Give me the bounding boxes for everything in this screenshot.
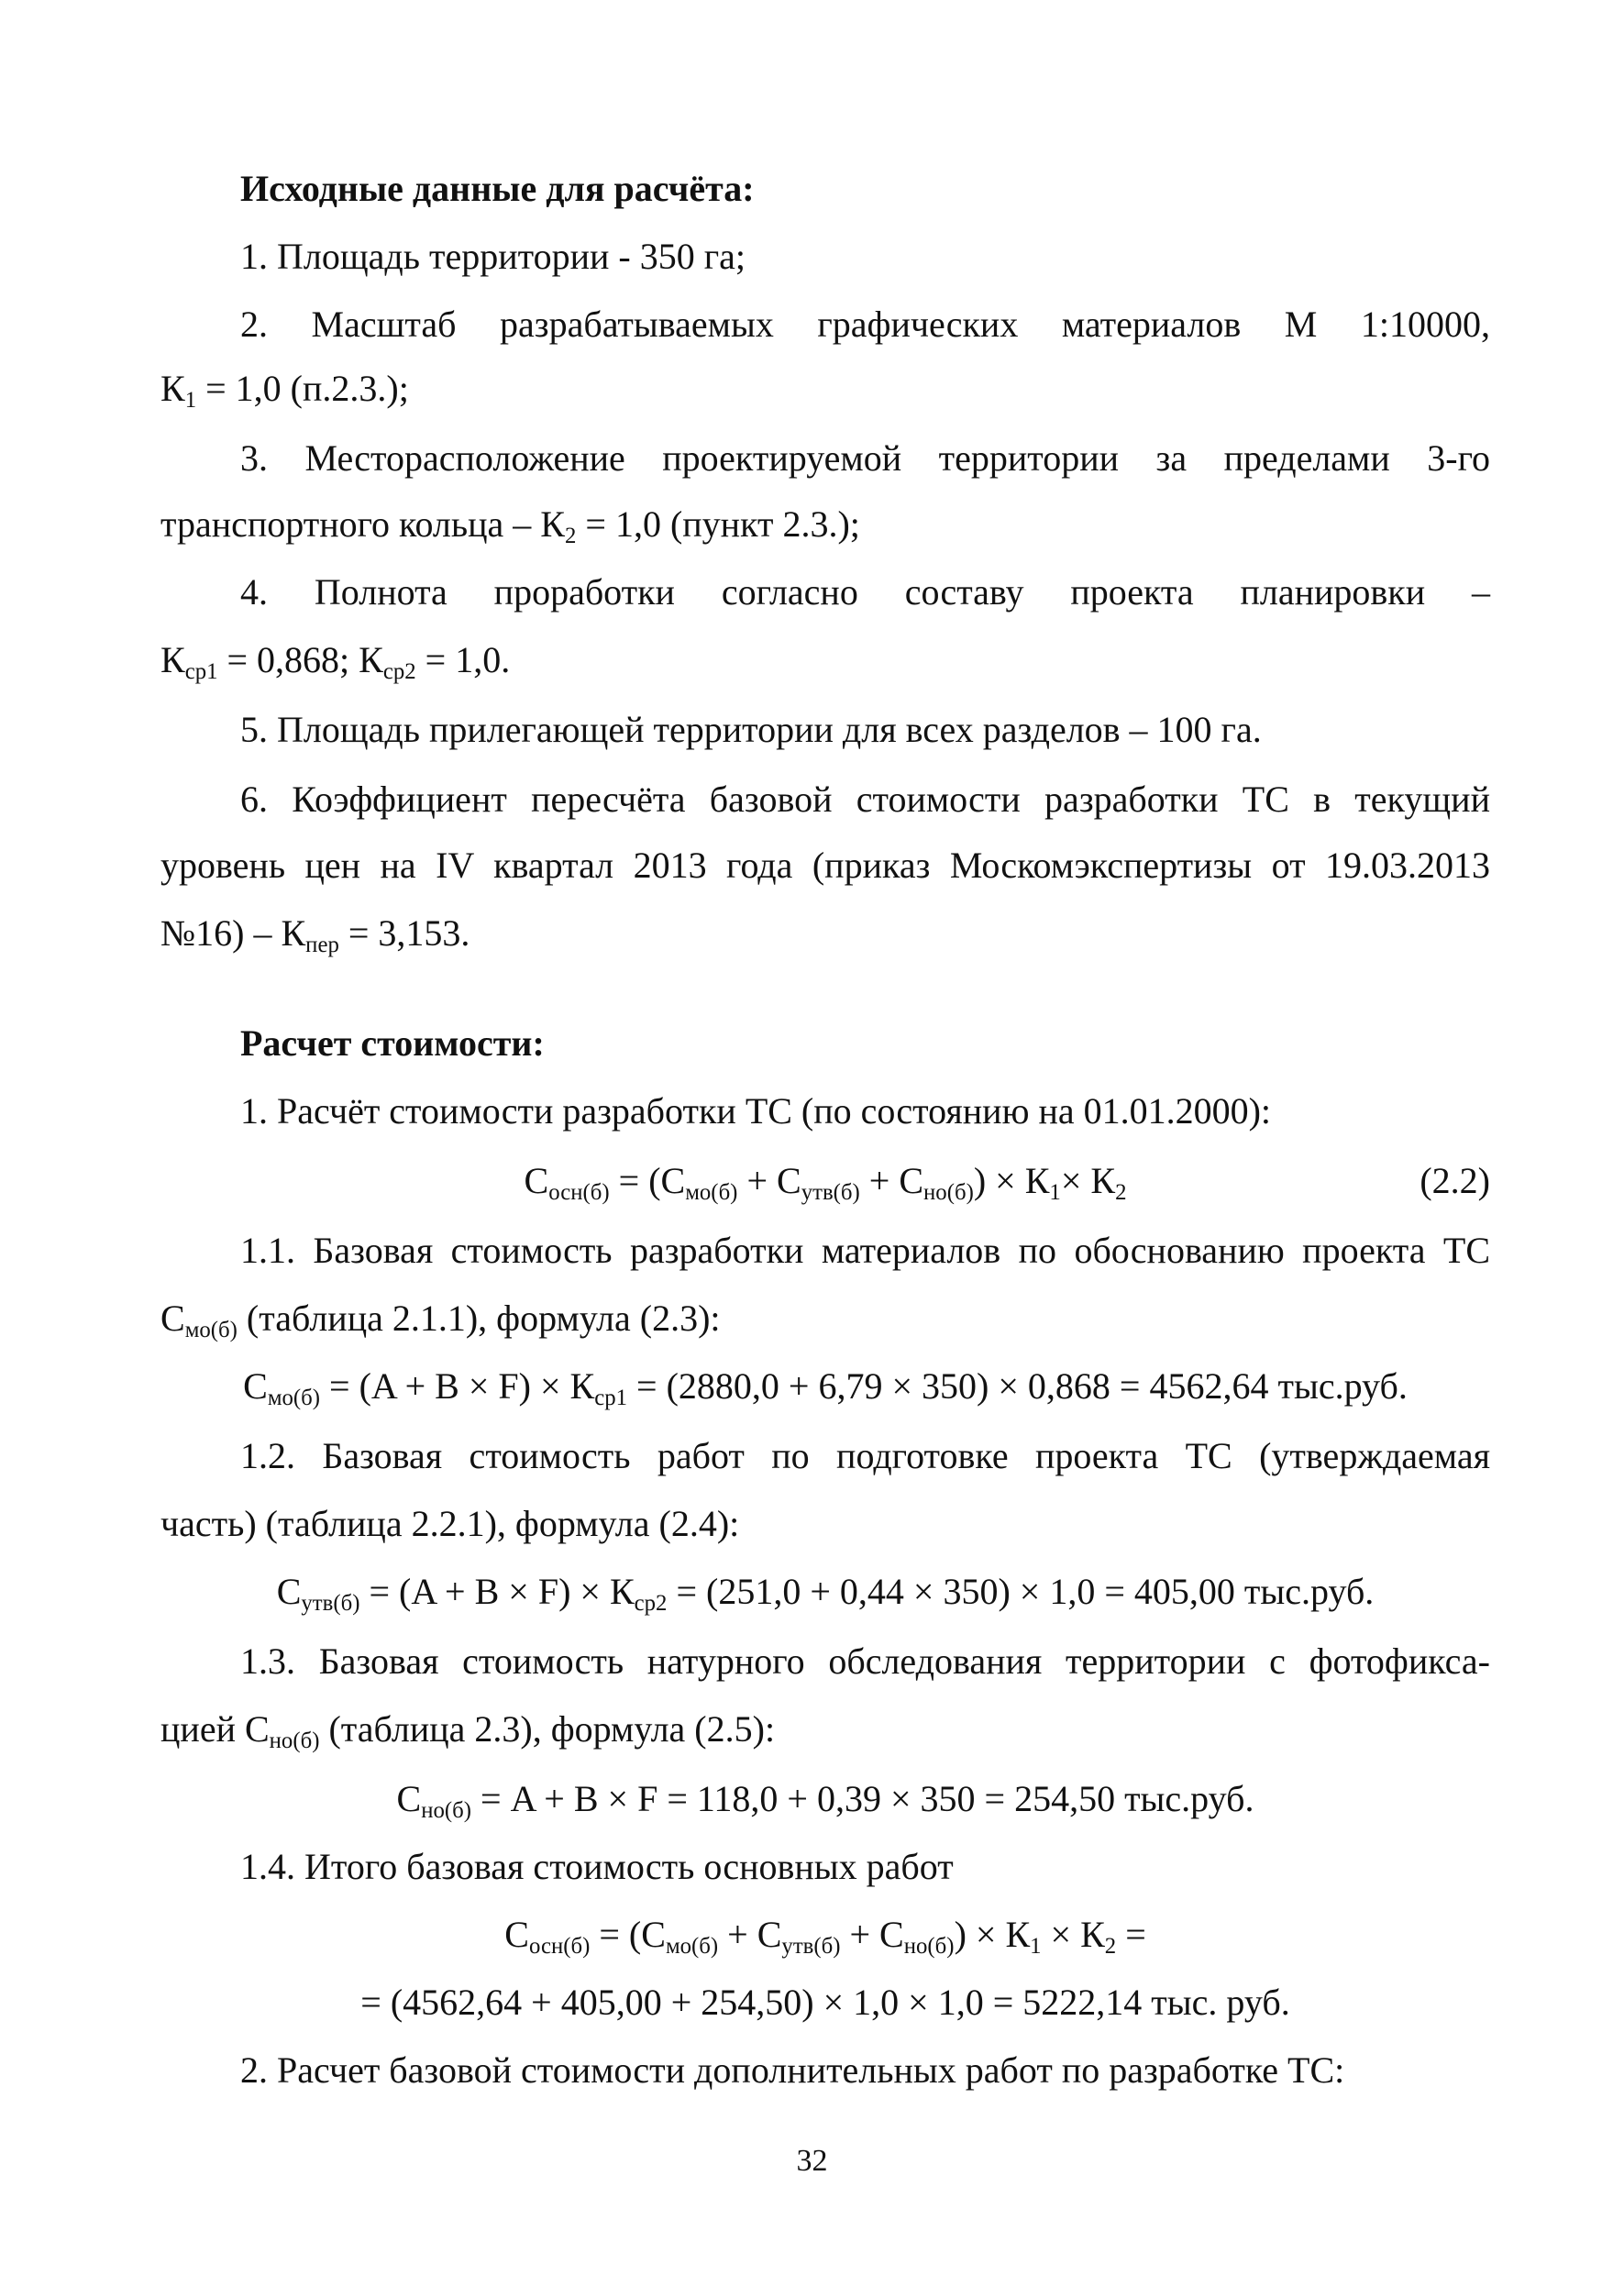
input-item-6-line-3: №16) – $К_{пер} = 3,153$.	[160, 912, 470, 957]
calc-paragraph-1-2-line-2: часть) (таблица 2.2.1), формула (2.4):	[160, 1503, 740, 1544]
calc-paragraph-2: 2. Расчет базовой стоимости дополнительных работ по разработке ТС:	[240, 2049, 1345, 2091]
heading-input-data: Исходные данные для расчёта:	[240, 168, 755, 209]
calc-paragraph-1: 1. Расчёт стоимости разработки ТС (по состоянию на 01.01.2000):	[240, 1090, 1272, 1132]
calc-paragraph-1-4: 1.4. Итого базовая стоимость основных работ	[240, 1846, 954, 1887]
input-item-6-line-2: уровень цен на IV квартал 2013 года (приказ Москомэкспертизы от 19.03.2013	[160, 845, 1490, 886]
calc-paragraph-1-1-line-2: $С_{мо(б)}$ (таблица 2.1.1), формула (2.3):	[160, 1298, 721, 1342]
formula-2-4: $С_{утв(б)} = (A + B \times F) \times К_{ср2} = (251,0 + 0,44 \times 350) \times 1,0 = 405,00$ тыс.руб.	[276, 1571, 1375, 1616]
formula-total-line-2: = (4562,64 + 405,00 + 254,50) × 1,0 × 1,0 = 5222,14 тыс. руб.	[360, 1982, 1290, 2023]
input-item-3-line-2: транспортного кольца – $К_2 = 1,0$ (пункт 2.3.);	[160, 503, 860, 548]
input-item-6-line-1: 6. Коэффициент пересчёта базовой стоимости разработки ТС в текущий	[240, 779, 1490, 820]
formula-2-5: $С_{но(б)} = A + B \times F = 118,0 + 0,39 \times 350 = 254,50$ тыс.руб.	[396, 1778, 1254, 1823]
calc-paragraph-1-1-line-1: 1.1. Базовая стоимость разработки материалов по обоснованию проекта ТС	[240, 1230, 1490, 1271]
input-item-2-line-1: 2. Масштаб разрабатываемых графических материалов М 1:10000,	[240, 304, 1490, 345]
input-item-1: 1. Площадь территории - 350 га;	[240, 236, 746, 277]
input-item-3-line-1: 3. Месторасположение проектируемой территории за пределами 3-го	[240, 437, 1490, 479]
input-item-5: 5. Площадь прилегающей территории для всех разделов – 100 га.	[240, 709, 1262, 750]
formula-total-line-1: $С_{осн(б)} = (С_{мо(б)} + С_{утв(б)} + С_{но(б)}) \times К_1 \times К_2$ =	[504, 1914, 1146, 1959]
input-item-4-line-1: 4. Полнота проработки согласно составу проекта планировки –	[240, 571, 1490, 613]
calc-paragraph-1-3-line-1: 1.3. Базовая стоимость натурного обследования территории с фотофикса-	[240, 1640, 1490, 1682]
equation-number-2-2: (2.2)	[1420, 1160, 1490, 1201]
input-item-2-line-2: $К_1 = 1,0$ (п.2.3.);	[160, 368, 409, 413]
page-number: 32	[796, 2144, 828, 2178]
formula-2-3: $С_{мо(б)} = (A + B \times F) \times К_{ср1} = (2880,0 + 6,79 \times 350) \times 0,868 = 4562,64$ тыс.руб.	[243, 1365, 1408, 1410]
heading-cost-calculation: Расчет стоимости:	[240, 1022, 545, 1064]
input-item-4-line-2: $К_{ср1} = 0,868$; $К_{ср2} = 1,0$.	[160, 639, 511, 684]
calc-paragraph-1-2-line-1: 1.2. Базовая стоимость работ по подготовке проекта ТС (утверждаемая	[240, 1435, 1490, 1476]
formula-2-2: $С_{осн(б)} = (С_{мо(б)} + С_{утв(б)} + С_{но(б)}) \times К_1\times К_2$	[524, 1160, 1127, 1205]
calc-paragraph-1-3-line-2: цией $С_{но(б)}$ (таблица 2.3), формула (2.5):	[160, 1708, 776, 1753]
